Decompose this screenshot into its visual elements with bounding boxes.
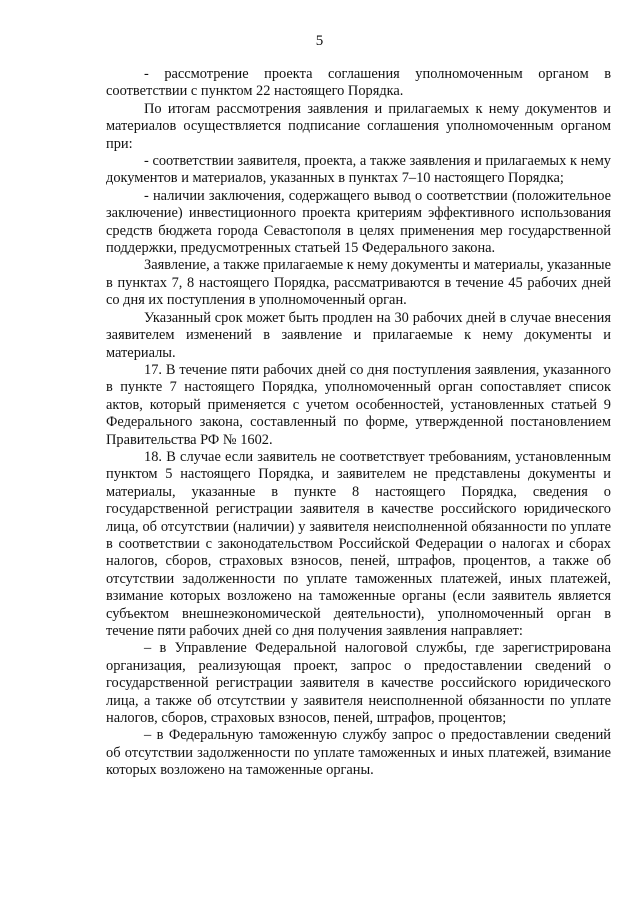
document-text-body [106, 66, 611, 780]
paragraph-item-18: 18. В случае если заявитель не соответствует требованиям, установленным пунктом 5 настоящего Порядка, и заявителем не представлены документы и материалы, указанные в пункте 8 настоящего Порядка, сведения о государственной регистрации заявителя в качестве российского юридического лица, об отсутствии (наличии) у заявителя неисполненной обязанности по уплате в соответствии с законодательством Российской Федерации о налогах и сборах налогов, сборов, страховых взносов, пеней, штрафов, процентов, а также об отсутствии задолженности по уплате таможенных платежей, иных платежей, взимание которых возложено на таможенные органы (если заявитель является субъектом внешнеэкономической деятельности), уполномоченный орган в течение пяти рабочих дней со дня получения заявления направляет: [106, 448, 611, 639]
page-number: 5 [315, 33, 324, 49]
paragraph-draft-agreement-review: - рассмотрение проекта соглашения уполномоченным органом в соответствии с пунктом 22 настоящего Порядка. [106, 66, 611, 100]
paragraph-signing-conditions: По итогам рассмотрения заявления и прилагаемых к нему документов и материалов осуществляется подписание соглашения уполномоченным органом при: [106, 100, 611, 152]
paragraph-period-extension: Указанный срок может быть продлен на 30 рабочих дней в случае внесения заявителем изменений в заявление и прилагаемые к нему документы и материалы. [106, 309, 611, 361]
paragraph-compliance-item: - соответствии заявителя, проекта, а также заявления и прилагаемых к нему документов и материалов, указанных в пунктах 7–10 настоящего Порядка; [106, 153, 611, 187]
paragraph-customs-service-request: – в Федеральную таможенную службу запрос о предоставлении сведений об отсутствии задолженности по уплате таможенных и иных платежей, взимание которых возложено на таможенные органы. [106, 727, 611, 779]
paragraph-item-17: 17. В течение пяти рабочих дней со дня поступления заявления, указанного в пункте 7 настоящего Порядка, уполномоченный орган сопоставляет список актов, который применяется с учетом особенностей, установленных статьей 9 Федерального закона, составленный по форме, утвержденной постановлением Правительства РФ № 1602. [106, 361, 611, 448]
paragraph-review-period: Заявление, а также прилагаемые к нему документы и материалы, указанные в пунктах 7, 8 настоящего Порядка, рассматриваются в течение 45 рабочих дней со дня их поступления в уполномоченный орган. [106, 257, 611, 309]
paragraph-tax-service-request: – в Управление Федеральной налоговой службы, где зарегистрирована организация, реализующая проект, запрос о предоставлении сведений о государственной регистрации заявителя в качестве российского юридического лица, а также об отсутствии у заявителя неисполненной обязанности по уплате налогов, сборов, страховых взносов, пеней, штрафов, процентов; [106, 640, 611, 727]
paragraph-positive-conclusion-item: - наличии заключения, содержащего вывод о соответствии (положительное заключение) инвестиционного проекта критериям эффективного использования средств бюджета города Севастополя в целях применения мер государственной поддержки, предусмотренных статьей 15 Федерального закона. [106, 187, 611, 257]
